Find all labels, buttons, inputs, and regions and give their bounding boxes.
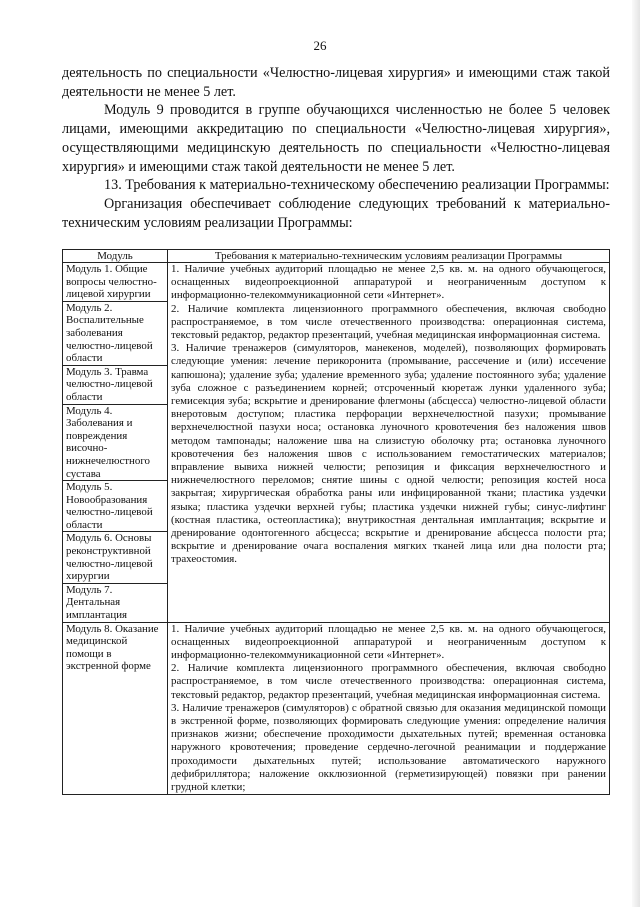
- header-module: Модуль: [63, 250, 168, 263]
- requirement-item: 1. Наличие учебных аудиторий площадью не менее 2,5 кв. м. на одного обучающегося, оснащенных видеопроекционной аппаратурой и неограниченным доступом к информационно-телекоммуникационной сети «Интернет».: [171, 263, 606, 302]
- modules-cell: [63, 622, 168, 795]
- module-item: Модуль 3. Травма челюстно-лицевой области: [63, 366, 167, 405]
- module-item: Модуль 1. Общие вопросы челюстно-лицевой хирургии: [63, 263, 167, 302]
- requirement-item: 1. Наличие учебных аудиторий площадью не менее 2,5 кв. м. на одного обучающегося, оснащенных видеопроекционной аппаратурой и неограниченным доступом к информационно-телекоммуникационной сети «Интернет».: [171, 622, 606, 662]
- table-header-row: [63, 250, 610, 263]
- paragraph-section-13: 13. Требования к материально-техническому обеспечению реализации Программы:: [104, 177, 610, 194]
- table-row: [63, 263, 610, 623]
- module-item: Модуль 6. Основы реконструктивной челюстно-лицевой хирургии: [63, 532, 167, 583]
- requirements-cell: [168, 622, 610, 795]
- scan-edge: [632, 0, 640, 907]
- table-row: [63, 622, 610, 795]
- requirement-item: 2. Наличие комплекта лицензионного программного обеспечения, включая свободно распространяемое, в том числе отечественного производства: операционная система, текстовый редактор, редактор презентаций, учебная медицинская информационная система.: [171, 302, 606, 342]
- module-item: Модуль 8. Оказание медицинской помощи в экстренной форме: [66, 622, 159, 673]
- module-item: Модуль 7. Дентальная имплантация: [66, 583, 128, 622]
- requirement-item: 3. Наличие тренажеров (симуляторов) с обратной связью для оказания медицинской помощи в экстренной форме, позволяющих формировать следующие умения: определение наличия признаков жизни; обеспечение проходимости дыхательных путей; временная остановка наружного кровотечения; проведение сердечно-легочной реанимации и поддержание проходимости дыхательных путей; использование автоматического наружного дефибриллятора; наложение окклюзионной (герметизирующей) повязки при ранении грудной клетки;: [171, 701, 606, 794]
- requirement-item: 2. Наличие комплекта лицензионного программного обеспечения, включая свободно распространяемое, в том числе отечественного производства: операционная система, текстовый редактор, редактор презентаций, учебная медицинская информационная система.: [171, 662, 606, 701]
- module-item: Модуль 2. Воспалительные заболевания челюстно-лицевой области: [63, 302, 167, 366]
- module-item: Модуль 4. Заболевания и повреждения височно-нижнечелюстного сустава: [63, 405, 167, 482]
- module-item: Модуль 5. Новообразования челюстно-лицевой области: [63, 481, 167, 532]
- page-number: 26: [313, 38, 327, 53]
- modules-cell: [63, 263, 168, 623]
- paragraph-continuation: деятельность по специальности «Челюстно-лицевая хирургия» и имеющими стаж такой деятельности не менее 5 лет.: [62, 65, 610, 100]
- body-text: [62, 64, 610, 232]
- paragraph-table-intro: Организация обеспечивает соблюдение следующих требований к материально-техническим условиям реализации Программы:: [62, 195, 610, 231]
- requirement-item: 3. Наличие тренажеров (симуляторов, манекенов, моделей), позволяющих формировать следующие умения: лечение перикоронита (промывание, рассечение и (или) иссечение капюшона); удаление зуба; удаление временного зуба; удаление постоянного зуба; удаление зуба сложное с разъединением корней; отсроченный кюретаж лунки удаленного зуба; гемисекция зуба; вскрытие и дренирование флегмоны (абсцесса) челюстно-лицевой области внеротовым доступом; пластика перфорации верхнечелюстной пазухи; промывание верхнечелюстной пазухи носа; остановка луночного кровотечения без наложения швов методом тампонады; наложение шва на слизистую оболочку рта; остановка луночного кровотечения без наложения швов с использованием гемостатических материалов; вправление вывиха нижней челюсти; репозиция и фиксация верхнечелюстного и нижнечелюстного переломов; снятие шины с одной челюсти; репозиция костей носа закрытая; хирургическая обработка раны или инфицированной ткани; пластика уздечки языка; пластика уздечки верхней губы; пластика уздечки нижней губы; синус-лифтинг (костная пластика, остеопластика); внутрикостная дентальная имплантация; вскрытие и дренирование одонтогенного абсцесса; вскрытие и дренирование абсцесса полости рта; вскрытие и дренирование очага воспаления мягких тканей лица или дна полости рта; трахеостомия.: [171, 342, 606, 566]
- paragraph-module-9: Модуль 9 проводится в группе обучающихся численностью не более 5 человек лицами, имеющими аккредитацию по специальности «Челюстно-лицевая хирургия», осуществляющими медицинскую деятельность по специальности «Челюстно-лицевая хирургия» и имеющими стаж такой деятельности не менее 5 лет.: [62, 102, 610, 175]
- requirements-cell: [168, 263, 610, 623]
- header-requirements: Требования к материально-техническим условиям реализации Программы: [168, 250, 610, 263]
- requirements-table: [62, 249, 610, 795]
